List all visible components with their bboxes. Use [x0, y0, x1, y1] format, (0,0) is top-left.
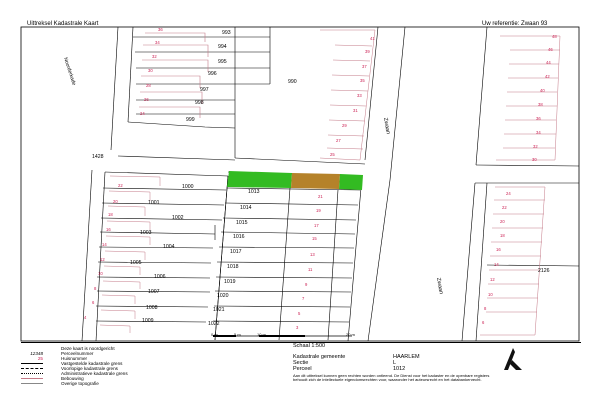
house-number-fr-1: 46	[548, 47, 553, 52]
parcel-label-top-2: 995	[218, 59, 227, 65]
house-number-rb-8: 8	[484, 306, 487, 311]
parcel-label-1428: 1428	[92, 154, 104, 160]
parcel-label-center-0: 1013	[248, 189, 260, 195]
parcel-label-main-0: 1000	[182, 184, 194, 190]
house-number-c-6: 9	[305, 282, 308, 287]
house-number-rt-1: 39	[365, 49, 370, 54]
block-right-bottom	[368, 180, 579, 341]
house-number-rb-4: 16	[496, 247, 501, 252]
reference-value: Zwaan 93	[521, 21, 548, 27]
house-number-fr-2: 44	[546, 60, 551, 65]
house-number-ml-5: 12	[100, 257, 105, 262]
house-number-rb-2: 20	[500, 219, 505, 224]
parcel-label-top-4: 997	[200, 87, 209, 93]
legend-item-house-number: 25 Huisnummer	[37, 356, 88, 361]
perceel-label: Perceel	[293, 366, 312, 372]
parcel-label-2126: 2126	[538, 268, 550, 274]
legend-item-parcel-number: 12348 Perceelnummer	[30, 351, 94, 356]
parcel-label-main-5: 1005	[130, 260, 142, 266]
kadaster-logo-icon	[500, 346, 526, 372]
house-number-lt-4: 28	[146, 83, 151, 88]
house-number-lt-2: 32	[152, 54, 157, 59]
house-number-rt-3: 35	[360, 78, 365, 83]
house-number-c-2: 17	[314, 223, 319, 228]
street-label-noorderkade: Noorderkade	[62, 56, 77, 87]
house-number-ml-2: 18	[108, 212, 113, 217]
parcel-label-center-8: 1021	[213, 307, 225, 313]
house-number-rt-7: 27	[336, 138, 341, 143]
house-number-c-1: 19	[316, 208, 321, 213]
house-number-lt-5: 26	[144, 97, 149, 102]
scale-tick-20: 20 m	[346, 332, 355, 337]
house-number-lt-6: 24	[140, 111, 145, 116]
parcel-label-main-2: 1002	[172, 215, 184, 221]
parcel-label-main-4: 1004	[163, 244, 175, 250]
block-far-right	[476, 27, 579, 166]
legend-item-north: Deze kaart is noordgericht	[61, 346, 115, 351]
reference-label: Uw referentie:	[482, 21, 520, 27]
house-number-ml-9: 4	[84, 315, 87, 320]
parcel-label-top-3: 996	[208, 71, 217, 77]
parcel-label-center-6: 1019	[224, 279, 236, 285]
highlight-brown	[291, 173, 340, 189]
legend-item-temp-border: Voorlopige kadastrale grens	[21, 366, 118, 371]
house-number-c-8: 5	[298, 311, 301, 316]
house-number-rb-5: 14	[494, 262, 499, 267]
house-number-rb-0: 24	[506, 191, 511, 196]
parcel-label-main-6: 1006	[154, 274, 166, 280]
gemeente-label: Kadastrale gemeente	[293, 354, 346, 360]
house-number-fr-4: 40	[540, 88, 545, 93]
parcel-label-top-5: 998	[195, 100, 204, 106]
perceel-value: 1012	[393, 366, 406, 372]
house-number-lt-1: 34	[155, 40, 160, 45]
parcel-label-main-7: 1007	[148, 289, 160, 295]
house-number-rt-6: 29	[342, 123, 347, 128]
street-label-zwaan-bottom: Zwaan	[435, 277, 444, 295]
house-number-rt-4: 33	[357, 93, 362, 98]
house-number-c-0: 21	[318, 194, 323, 199]
map-title: Uittreksel Kadastrale Kaart	[27, 21, 99, 27]
scale-label: Schaal 1:500	[293, 343, 326, 349]
house-number-ml-1: 20	[113, 199, 118, 204]
parcel-label-center-1: 1014	[240, 205, 252, 211]
house-number-lt-3: 30	[148, 68, 153, 73]
parcel-label-top-7: 990	[288, 79, 297, 85]
legend-item-fixed-border: Vastgestelde kadastrale grens	[21, 361, 122, 366]
house-number-ml-8: 6	[92, 300, 95, 305]
house-number-fr-8: 32	[533, 144, 538, 149]
parcel-label-center-9: 1022	[208, 321, 220, 327]
house-number-ml-3: 16	[106, 227, 111, 232]
house-number-lt-0: 36	[158, 27, 163, 32]
buildings-right-bottom	[480, 187, 545, 335]
parcel-label-top-6: 999	[186, 117, 195, 123]
legend-item-admin-border: Administratieve kadastrale grens	[21, 371, 128, 376]
sectie-label: Sectie	[293, 360, 309, 366]
house-number-ml-4: 14	[102, 242, 107, 247]
house-number-c-9: 3	[296, 325, 299, 330]
block-main	[82, 170, 228, 341]
highlight-green-left	[227, 171, 292, 188]
house-number-ml-6: 10	[98, 271, 103, 276]
house-number-c-4: 13	[310, 252, 315, 257]
block-990	[235, 27, 405, 180]
scale-tick-5: 5 m	[234, 332, 241, 337]
legend-item-buildings: Bebouwing	[21, 376, 84, 381]
parcel-label-center-5: 1018	[227, 264, 239, 270]
parcel-label-main-8: 1008	[146, 305, 158, 311]
gemeente-value: HAARLEM	[393, 354, 420, 360]
house-number-c-7: 7	[302, 296, 305, 301]
house-number-rt-2: 37	[362, 64, 367, 69]
house-number-fr-9: 30	[532, 157, 537, 162]
house-number-ml-0: 22	[118, 183, 123, 188]
sectie-value: L	[393, 360, 397, 366]
disclaimer-note: Aan dit uittreksel kunnen geen rechten worden ontleend. De Dienst voor het kadaster en de openbare registers behoudt zich de intellectuele eigendomsrechten voor, waaronder het auteursrecht en het databankenrecht.	[293, 373, 490, 383]
house-number-fr-3: 42	[545, 74, 550, 79]
house-number-rb-1: 22	[502, 205, 507, 210]
parcel-label-center-2: 1015	[236, 220, 248, 226]
scale-tick-0: 0 m	[211, 332, 218, 337]
house-number-rb-3: 18	[500, 233, 505, 238]
parcel-label-main-3: 1003	[140, 230, 152, 236]
parcel-label-top-0: 993	[222, 30, 231, 36]
house-number-rb-7: 10	[488, 292, 493, 297]
house-number-c-3: 15	[312, 236, 317, 241]
house-number-rt-5: 31	[353, 108, 358, 113]
house-number-fr-6: 36	[536, 116, 541, 121]
parcel-label-top-1: 994	[218, 44, 227, 50]
house-number-rt-8: 25	[330, 152, 335, 157]
parcel-label-main-1: 1001	[148, 200, 160, 206]
parcel-label-center-3: 1016	[233, 234, 245, 240]
house-number-rt-0: 41	[370, 36, 375, 41]
block-top-left	[111, 27, 270, 160]
house-number-fr-5: 38	[538, 102, 543, 107]
parcel-label-main-9: 1009	[142, 318, 154, 324]
street-label-zwaan-top: Zwaan	[382, 117, 391, 135]
house-number-fr-7: 34	[536, 130, 541, 135]
house-number-c-5: 11	[308, 267, 313, 272]
buildings-far-right	[496, 36, 560, 160]
house-number-fr-0: 48	[552, 34, 557, 39]
parcel-label-center-4: 1017	[230, 249, 242, 255]
legend-item-topography: Overige topografie	[21, 381, 99, 386]
house-number-ml-7: 8	[94, 286, 97, 291]
scale-tick-10: 10 m	[257, 332, 266, 337]
parcel-label-center-7: 1020	[217, 293, 229, 299]
house-number-rb-6: 12	[490, 277, 495, 282]
block-center	[213, 172, 362, 341]
highlight-green-right	[339, 174, 363, 190]
house-number-rb-9: 6	[482, 320, 485, 325]
